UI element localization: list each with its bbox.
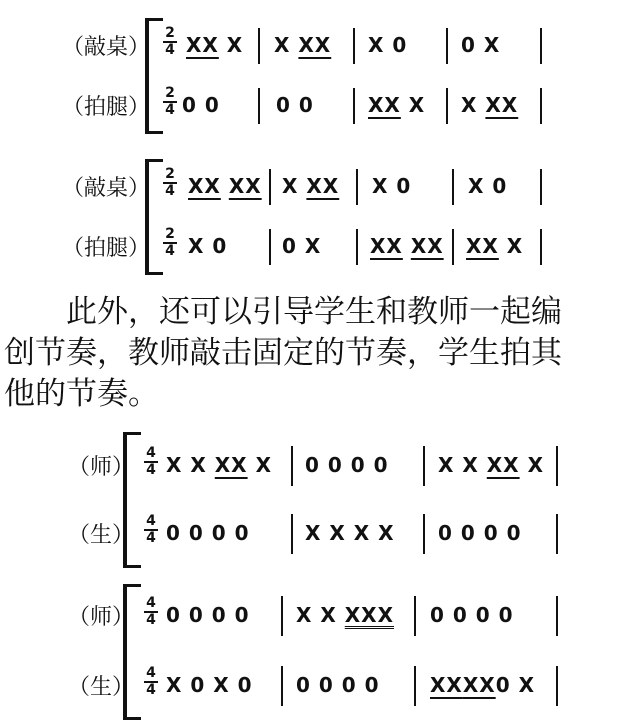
measure: [372, 169, 411, 205]
paragraph-line: 此外，还可以引导学生和教师一起编: [66, 294, 562, 330]
notes: 0 0: [182, 93, 220, 117]
notes: X 0: [468, 174, 508, 198]
measure: [370, 229, 444, 265]
paragraph-line: 创节奏，教师敲击固定的节奏，学生拍其: [4, 335, 562, 371]
measure: [468, 169, 507, 205]
score-2: [0, 155, 638, 275]
barline: [258, 88, 260, 124]
measure: [276, 88, 314, 124]
time-signature: [144, 666, 158, 698]
ts-denominator: 4: [146, 530, 156, 546]
beamed-notes: XX: [462, 673, 496, 697]
notes: 0 0 0 0: [438, 521, 522, 545]
barline: [556, 446, 558, 486]
notes: X: [274, 33, 299, 57]
measure: [368, 28, 407, 64]
barline: [269, 169, 271, 205]
score-row: [0, 666, 638, 706]
beamed-notes: XXX: [344, 603, 395, 627]
measure: [368, 88, 425, 124]
barline: [291, 446, 293, 486]
measure: [166, 598, 250, 634]
measure: [282, 229, 321, 265]
beamed-notes: XX: [186, 33, 219, 57]
ts-denominator: 4: [165, 183, 175, 199]
part-label: （生）: [68, 522, 135, 547]
ts-numerator: 4: [144, 514, 158, 531]
notes: 0 0 0 0: [166, 521, 250, 545]
ts-denominator: 4: [146, 462, 156, 478]
barline: [540, 28, 542, 64]
part-label: （敲桌）: [62, 34, 151, 59]
time-signature: [144, 446, 158, 478]
ts-numerator: 4: [144, 666, 158, 683]
time-signature: [163, 86, 177, 118]
ts-denominator: 4: [165, 42, 175, 58]
measure: [461, 28, 500, 64]
part-label: （生）: [68, 674, 135, 699]
time-signature: [144, 514, 158, 546]
beamed-notes: XX: [466, 234, 499, 258]
barline: [452, 169, 454, 205]
score-4: [0, 580, 638, 722]
barline: [414, 596, 416, 636]
barline: [540, 169, 542, 205]
barline: [423, 514, 425, 554]
ts-denominator: 4: [146, 682, 156, 698]
barline: [353, 28, 355, 64]
notes: X X: [166, 453, 215, 477]
measure: [274, 28, 331, 64]
score-row: [0, 446, 638, 486]
beamed-notes: XX: [298, 33, 332, 57]
ts-denominator: 4: [165, 243, 175, 259]
beamed-notes: XX: [430, 673, 463, 697]
part-label: （拍腿）: [62, 235, 151, 260]
ts-denominator: 4: [165, 102, 175, 118]
barline: [291, 514, 293, 554]
paragraph-line: 他的节奏。: [4, 376, 159, 412]
part-label: （师）: [68, 454, 135, 479]
notes: X 0: [372, 174, 412, 198]
part-label: （敲桌）: [62, 175, 151, 200]
measure: [166, 448, 272, 484]
barline: [446, 28, 448, 64]
barline: [556, 514, 558, 554]
measure: [166, 516, 250, 552]
barline: [556, 666, 558, 706]
beamed-notes: XX: [214, 453, 248, 477]
measure: [186, 28, 243, 64]
measure: [430, 598, 514, 634]
barline: [356, 229, 358, 265]
ts-numerator: 2: [163, 227, 177, 244]
notes: X: [247, 453, 272, 477]
measure: [438, 516, 522, 552]
ts-numerator: 4: [144, 596, 158, 613]
barline: [540, 88, 542, 124]
measure: [438, 448, 544, 484]
notes: X 0 X 0: [166, 673, 253, 697]
notes: [221, 174, 229, 198]
notes: X X: [296, 603, 345, 627]
time-signature: [163, 26, 177, 58]
beamed-notes: XX: [368, 93, 401, 117]
notes: X 0: [188, 234, 228, 258]
beamed-notes: XX: [410, 234, 444, 258]
ts-numerator: 4: [144, 446, 158, 463]
ts-numerator: 2: [163, 86, 177, 103]
ts-numerator: 2: [163, 167, 177, 184]
barline: [353, 88, 355, 124]
measure: [305, 448, 389, 484]
barline: [452, 229, 454, 265]
barline: [281, 596, 283, 636]
measure: [166, 668, 253, 704]
notes: 0 X: [461, 33, 501, 57]
beamed-notes: XX: [486, 453, 520, 477]
score-3: [0, 430, 638, 570]
notes: 0 0 0 0: [296, 673, 380, 697]
notes: X X X X: [305, 521, 395, 545]
score-1: [0, 14, 638, 134]
score-row: [0, 596, 638, 636]
notes: X: [218, 33, 244, 57]
measure: [182, 88, 220, 124]
barline: [423, 446, 425, 486]
measure: [296, 598, 394, 634]
beamed-notes: XX: [228, 174, 262, 198]
notes: 0 0 0 0: [430, 603, 514, 627]
notes: X: [519, 453, 544, 477]
notes: X: [461, 93, 486, 117]
barline: [446, 88, 448, 124]
time-signature: [163, 227, 177, 259]
measure: [296, 668, 380, 704]
part-label: （师）: [68, 604, 135, 629]
beamed-notes: XX: [188, 174, 221, 198]
time-signature: [163, 167, 177, 199]
time-signature: [144, 596, 158, 628]
notes: 0 0 0 0: [166, 603, 250, 627]
notes: X: [282, 174, 307, 198]
measure: [305, 516, 395, 552]
measure: [282, 169, 339, 205]
measure: [430, 668, 535, 704]
score-row: [0, 167, 638, 207]
beamed-notes: XX: [485, 93, 519, 117]
notes: 0 0 0 0: [305, 453, 389, 477]
beamed-notes: XX: [370, 234, 403, 258]
score-row: [0, 514, 638, 554]
notes: 0 X: [282, 234, 322, 258]
score-row: [0, 26, 638, 66]
measure: [466, 229, 523, 265]
barline: [414, 666, 416, 706]
part-label: （拍腿）: [62, 94, 151, 119]
barline: [356, 169, 358, 205]
measure: [188, 169, 262, 205]
barline: [540, 229, 542, 265]
notes: X: [400, 93, 426, 117]
beamed-notes: XX: [306, 174, 340, 198]
notes: X 0: [368, 33, 408, 57]
barline: [269, 229, 271, 265]
barline: [556, 596, 558, 636]
ts-denominator: 4: [146, 612, 156, 628]
measure: [188, 229, 227, 265]
notes: 0 0: [276, 93, 314, 117]
barline: [258, 28, 260, 64]
paragraph: [0, 292, 638, 417]
score-row: [0, 86, 638, 126]
notes: 0 X: [495, 673, 535, 697]
barline: [281, 666, 283, 706]
notes: [403, 234, 411, 258]
score-row: [0, 227, 638, 267]
notes: X: [498, 234, 524, 258]
notes: X X: [438, 453, 487, 477]
ts-numerator: 2: [163, 26, 177, 43]
measure: [461, 88, 518, 124]
